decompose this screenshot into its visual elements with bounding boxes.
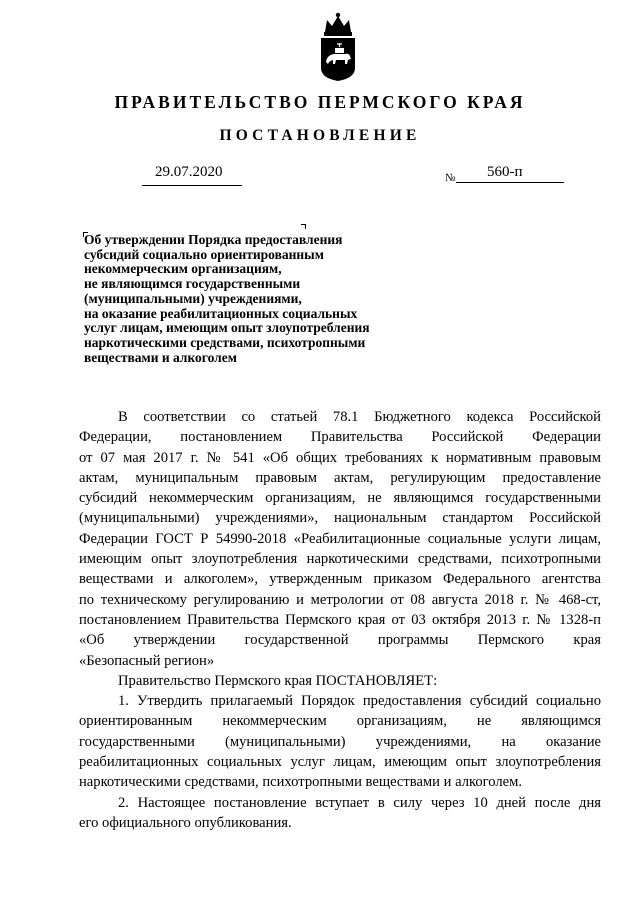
document-date: 29.07.2020: [155, 164, 223, 180]
text-line: государственными (муниципальными) учреждениями, на оказание: [79, 733, 601, 750]
text-line: (муниципальными) учреждениями», национальным стандартом Российской: [79, 510, 601, 527]
text-line: по техническому регулированию и метрологии от 08 августа 2018 г. № 468-ст,: [79, 591, 601, 608]
subject-line: не являющимся государственными: [84, 276, 301, 292]
number-underline: [456, 182, 564, 183]
document-number: 560-п: [487, 164, 523, 180]
text-line: «Об утверждении государственной программы Пермского края: [79, 632, 601, 649]
text-line: В соответствии со статьей 78.1 Бюджетного кодекса Российской: [118, 409, 601, 425]
government-title: ПРАВИТЕЛЬСТВО ПЕРМСКОГО КРАЯ: [114, 92, 526, 112]
document-type: ПОСТАНОВЛЕНИЕ: [219, 127, 421, 144]
item-1-paragraph: [79, 691, 601, 792]
text-line: имеющим опыт злоупотребления наркотическими средствами, психотропными: [79, 551, 601, 568]
text-line: 2. Настоящее постановление вступает в силу через 10 дней после дня: [118, 794, 601, 811]
text-line: Федерации, постановлением Правительства Российской Федерации: [79, 429, 601, 446]
perm-krai-coat-of-arms-icon: [317, 10, 359, 82]
subject-line: наркотическими средствами, психотропными: [84, 334, 366, 350]
subject-corner-mark-right: [301, 224, 306, 229]
subject-line: на оказание реабилитационных социальных: [84, 305, 358, 321]
text-line: реабилитационных социальных услуг лицам, имеющим опыт злоупотребления: [79, 754, 601, 771]
text-line: субсидий некоммерческим организациям, не являющимся государственными: [79, 490, 601, 507]
text-line: его официального опубликования.: [79, 814, 292, 831]
subject-line: (муниципальными) учреждениями,: [84, 290, 302, 306]
date-underline: [142, 185, 242, 186]
number-label: №: [445, 172, 456, 184]
text-line: актам, муниципальным правовым актам, регулирующим предоставление: [79, 469, 601, 486]
text-line: наркотическими средствами, психотропными веществами и алкоголем.: [79, 774, 522, 791]
subject-line: некоммерческим организациям,: [84, 261, 282, 277]
document-body: [79, 407, 601, 833]
text-line: постановлением Правительства Пермского края от 03 октября 2013 г. № 1328-п: [79, 611, 601, 628]
resolves-line: Правительство Пермского края ПОСТАНОВЛЯЕТ:: [118, 672, 438, 689]
subject-line: услуг лицам, имеющим опыт злоупотребления: [84, 320, 370, 336]
subject-line: Об утверждении Порядка предоставления: [84, 232, 343, 247]
text-line: «Безопасный регион»: [79, 652, 215, 669]
subject-line: веществами и алкоголем: [84, 349, 237, 365]
preamble-paragraph: [79, 407, 601, 671]
text-line: ориентированным некоммерческим организациям, не являющимся: [79, 713, 601, 730]
item-2-paragraph: [79, 793, 601, 834]
text-line: 1. Утвердить прилагаемый Порядок предоставления субсидий социально: [118, 693, 601, 710]
text-line: от 07 мая 2017 г. № 541 «Об общих требованиях к нормативным правовым: [79, 449, 601, 466]
document-subject: [84, 233, 414, 365]
subject-line: субсидий социально ориентированным: [84, 246, 324, 262]
text-line: веществами и алкоголем», утвержденным приказом Федерального агентства: [79, 571, 601, 588]
text-line: Федерации ГОСТ Р 54990-2018 «Реабилитационные социальные услуги лицам,: [79, 530, 601, 547]
